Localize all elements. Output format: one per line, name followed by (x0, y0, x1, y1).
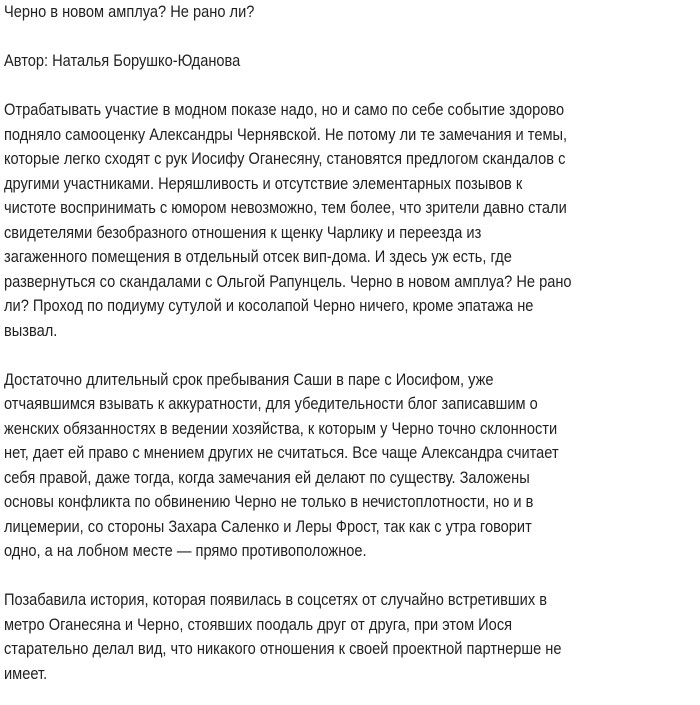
paragraph-line: Достаточно длительный срок пребывания Саши в паре с Иосифом, уже (4, 369, 494, 389)
paragraph-line: имеет. (4, 663, 48, 683)
paragraph-line: вызвал. (4, 320, 58, 340)
paragraph-line: подняло самооценку Александры Чернявской. Не потому ли те замечания и темы, (4, 124, 568, 144)
spacer (4, 25, 700, 50)
paragraph-line: другими участниками. Неряшливость и отсутствие элементарных позывов к (4, 173, 523, 193)
spacer (4, 343, 700, 368)
paragraph-line: старательно делал вид, что никакого отношения к своей проектной партнерше не (4, 639, 562, 658)
paragraph-line: свидетелями безобразного отношения к щенку Чарлику и переезда из (4, 222, 482, 242)
paragraph-line: лицемерии, со стороны Захара Саленко и Леры Фрост, так как с утра говорит (4, 516, 532, 536)
paragraph-line: Позабавила история, которая появилась в соцсетях от случайно встретивших в (4, 590, 547, 609)
spacer (4, 564, 700, 589)
paragraph (4, 368, 700, 564)
paragraph-line: основы конфликта по обвинению Черно не только в нечистоплотности, но и в (4, 492, 534, 511)
paragraph-line: отчаявшимся взывать к аккуратности, для убедительности блог записавшим о (4, 394, 538, 413)
article (4, 0, 700, 686)
paragraph-line: женских обязанностях в ведении хозяйства, к которым у Черно точно склонности (4, 418, 558, 438)
article-title: Черно в новом амплуа? Не рано ли? (4, 2, 255, 21)
paragraph-line: загаженного помещения в отдельный отсек вип-дома. И здесь уж есть, где (4, 247, 512, 266)
paragraph (4, 98, 700, 343)
paragraph-line: которые легко сходят с рук Иосифу Оганесяну, становятся предлогом скандалов с (4, 149, 566, 168)
paragraph-line: нет, дает ей право с мнением других не считаться. Все чаще Александра считает (4, 443, 559, 462)
spacer (4, 74, 700, 99)
paragraph-line: ли? Проход по подиуму сутулой и косолапой Черно ничего, кроме эпатажа не (4, 296, 534, 315)
paragraph (4, 588, 700, 686)
paragraph-line: метро Оганесяна и Черно, стоявших поодаль друг от друга, при этом Иося (4, 614, 513, 634)
paragraph-line: чистоте воспринимать с юмором невозможно, тем более, что зрители давно стали (4, 198, 567, 217)
article-body (4, 98, 700, 686)
paragraph-line: развернуться со скандалами с Ольгой Рапунцель. Черно в новом амплуа? Не рано (4, 271, 572, 291)
article-author: Автор: Наталья Борушко-Юданова (4, 51, 241, 70)
paragraph-line: Отрабатывать участие в модном показе надо, но и само по себе событие здорово (4, 100, 565, 119)
paragraph-line: одно, а на лобном месте — прямо противоположное. (4, 541, 367, 560)
paragraph-line: себя правой, даже тогда, когда замечания ей делают по существу. Заложены (4, 467, 530, 487)
